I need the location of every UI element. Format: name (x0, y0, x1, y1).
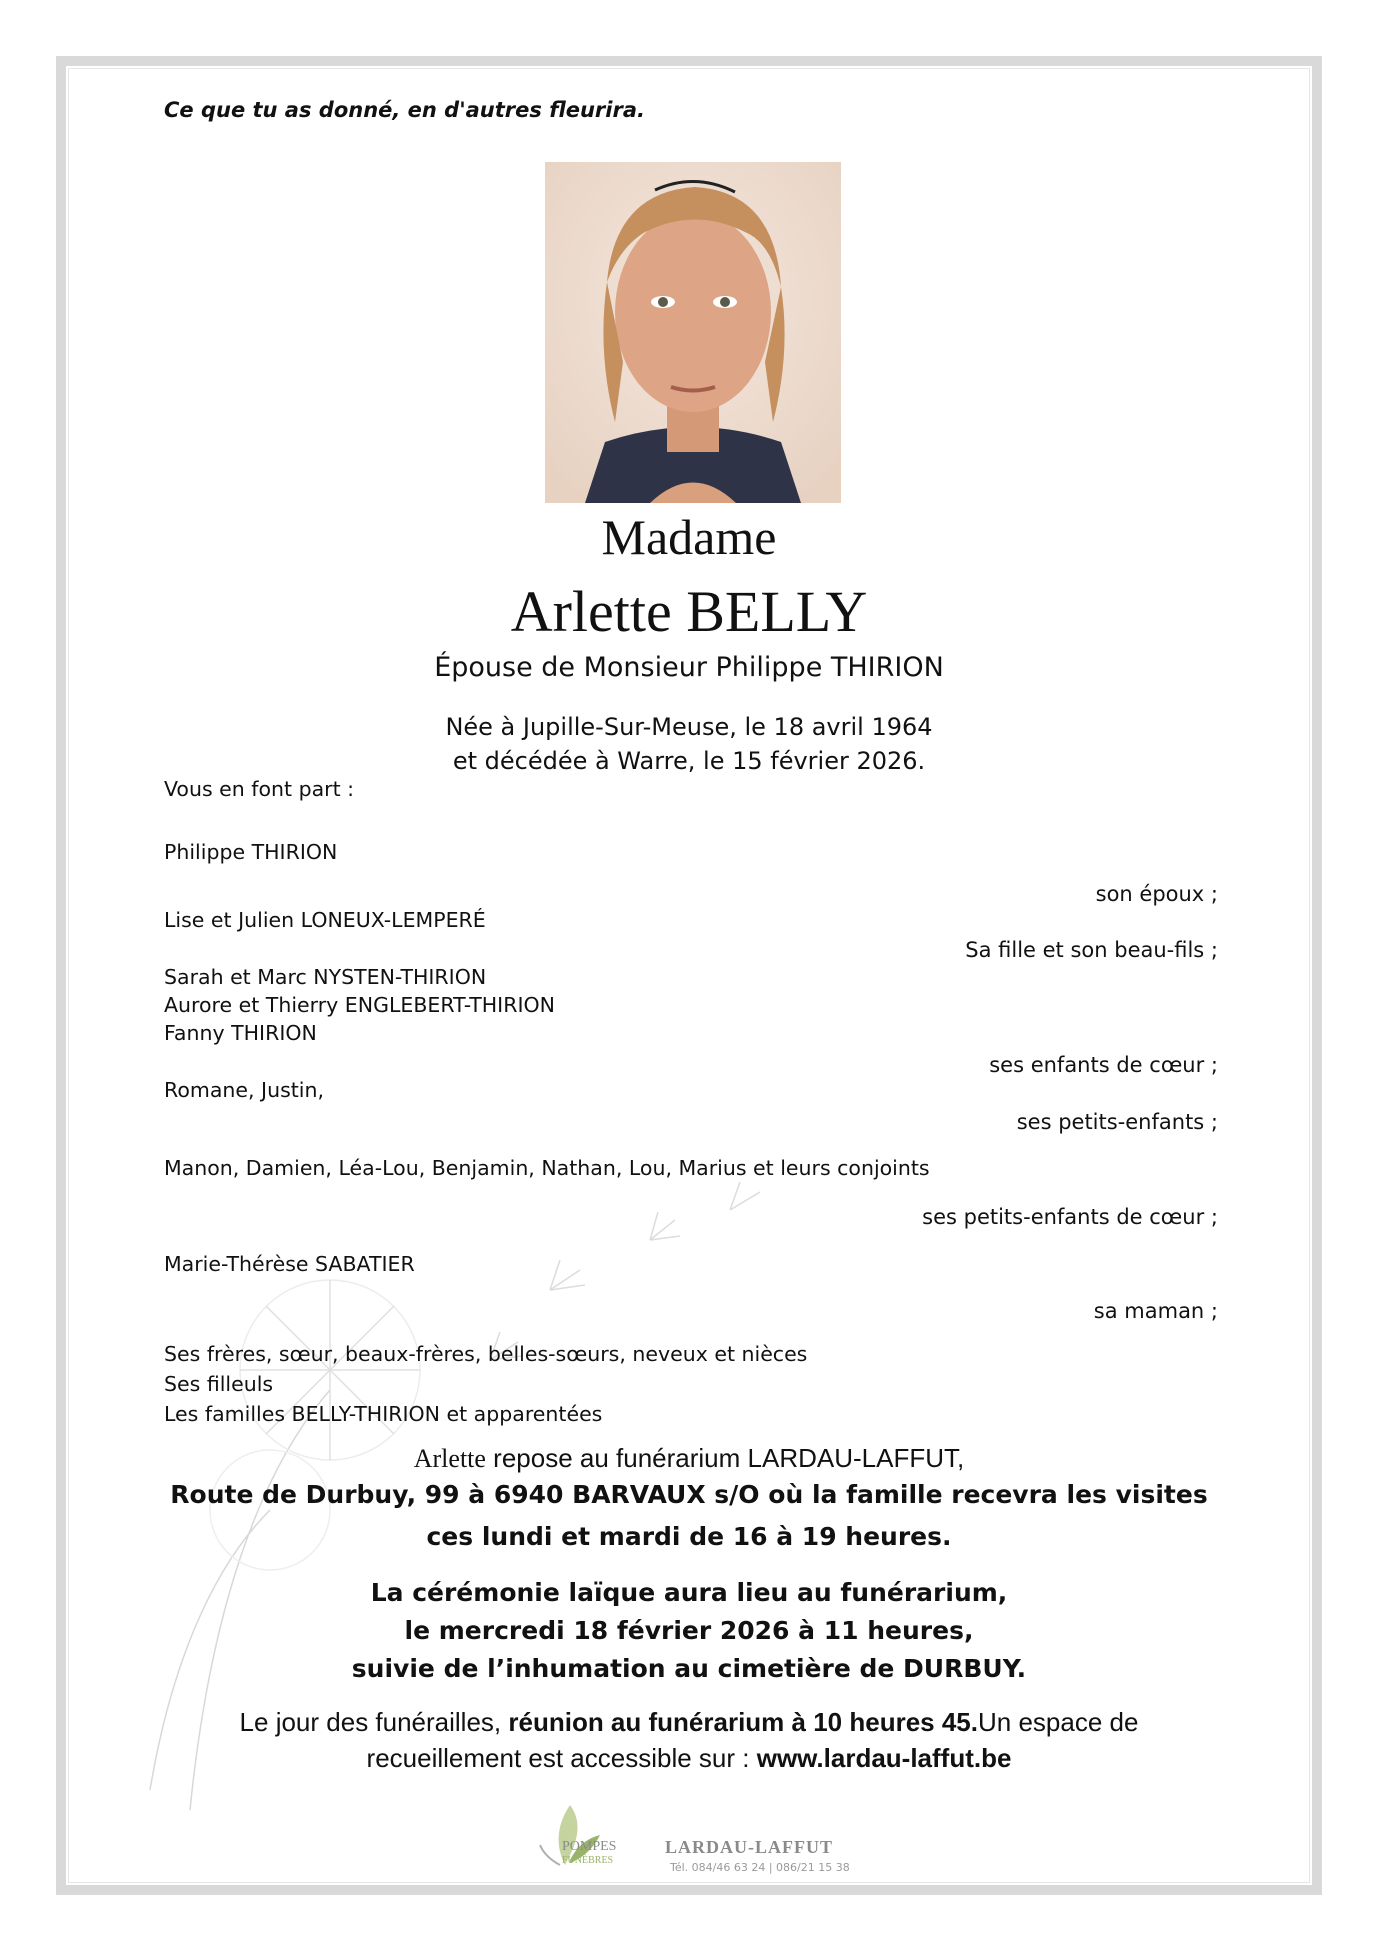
funeral-text: Un espace de (977, 1707, 1139, 1737)
family-name: Sarah et Marc NYSTEN-THIRION (164, 965, 487, 989)
ceremony-block (0, 1574, 1378, 1688)
dates-block (0, 710, 1378, 778)
visit-hours: ces lundi et mardi de 16 à 19 heures. (426, 1522, 952, 1551)
family-name: Marie-Thérèse SABATIER (164, 1252, 415, 1276)
funeral-info (0, 1704, 1378, 1776)
birth-line: Née à Jupille-Sur-Meuse, le 18 avril 1964 (445, 713, 933, 741)
honorific: Madame (601, 509, 777, 565)
others-line: Ses frères, sœur, beaux-frères, belles-sœurs, neveux et nièces (164, 1342, 808, 1366)
repose-name: Arlette (413, 1444, 486, 1473)
family-relation: ses enfants de cœur ; (989, 1053, 1218, 1077)
logo-line1: POMPES (562, 1839, 617, 1854)
ceremony-line: La cérémonie laïque aura lieu au funérarium, (370, 1578, 1008, 1607)
family-relation: ses petits-enfants ; (1016, 1110, 1218, 1134)
intro-line: Vous en font part : (164, 777, 355, 801)
quote: Ce que tu as donné, en d'autres fleurira. (164, 98, 645, 122)
visit-line: Route de Durbuy, 99 à 6940 BARVAUX s/O où la famille recevra les visites (170, 1480, 1208, 1509)
ceremony-line: suivie de l’inhumation au cimetière de DURBUY. (351, 1654, 1027, 1683)
logo-brand: LARDAU-LAFFUT (665, 1837, 833, 1857)
ceremony-line: le mercredi 18 février 2026 à 11 heures, (404, 1616, 974, 1645)
family-relation: Sa fille et son beau-fils ; (965, 938, 1218, 962)
spouse-line: Épouse de Monsieur Philippe THIRION (434, 652, 944, 683)
family-name: Aurore et Thierry ENGLEBERT-THIRION (164, 993, 555, 1017)
others-line: Les familles BELLY-THIRION et apparentées (164, 1402, 603, 1426)
repose-line (0, 1443, 1378, 1474)
family-name: Manon, Damien, Léa-Lou, Benjamin, Nathan, Lou, Marius et leurs conjoints (164, 1156, 930, 1180)
family-name: Lise et Julien LONEUX-LEMPERÉ (164, 908, 486, 932)
family-relation: sa maman ; (1093, 1299, 1218, 1323)
family-relation: son époux ; (1095, 882, 1218, 906)
funeral-text: Le jour des funérailles, (239, 1707, 509, 1737)
logo-phone: Tél. 084/46 63 24 | 086/21 15 38 (670, 1861, 850, 1874)
funeral-meeting: réunion au funérarium à 10 heures 45. (508, 1707, 978, 1737)
website-link[interactable]: www.lardau-laffut.be (756, 1743, 1012, 1773)
family-name: Fanny THIRION (164, 1021, 317, 1045)
family-relation: ses petits-enfants de cœur ; (922, 1205, 1218, 1229)
family-name: Romane, Justin, (164, 1078, 324, 1102)
deceased-name: Arlette BELLY (510, 579, 868, 644)
repose-text: repose au funérarium LARDAU-LAFFUT, (485, 1443, 965, 1473)
family-name: Philippe THIRION (164, 840, 338, 864)
funeral-text: recueillement est accessible sur : (366, 1743, 757, 1773)
others-line: Ses filleuls (164, 1372, 274, 1396)
death-line: et décédée à Warre, le 15 février 2026. (452, 747, 926, 775)
logo-line2: FUNÈBRES (562, 1855, 614, 1866)
portrait-photo (545, 162, 841, 503)
